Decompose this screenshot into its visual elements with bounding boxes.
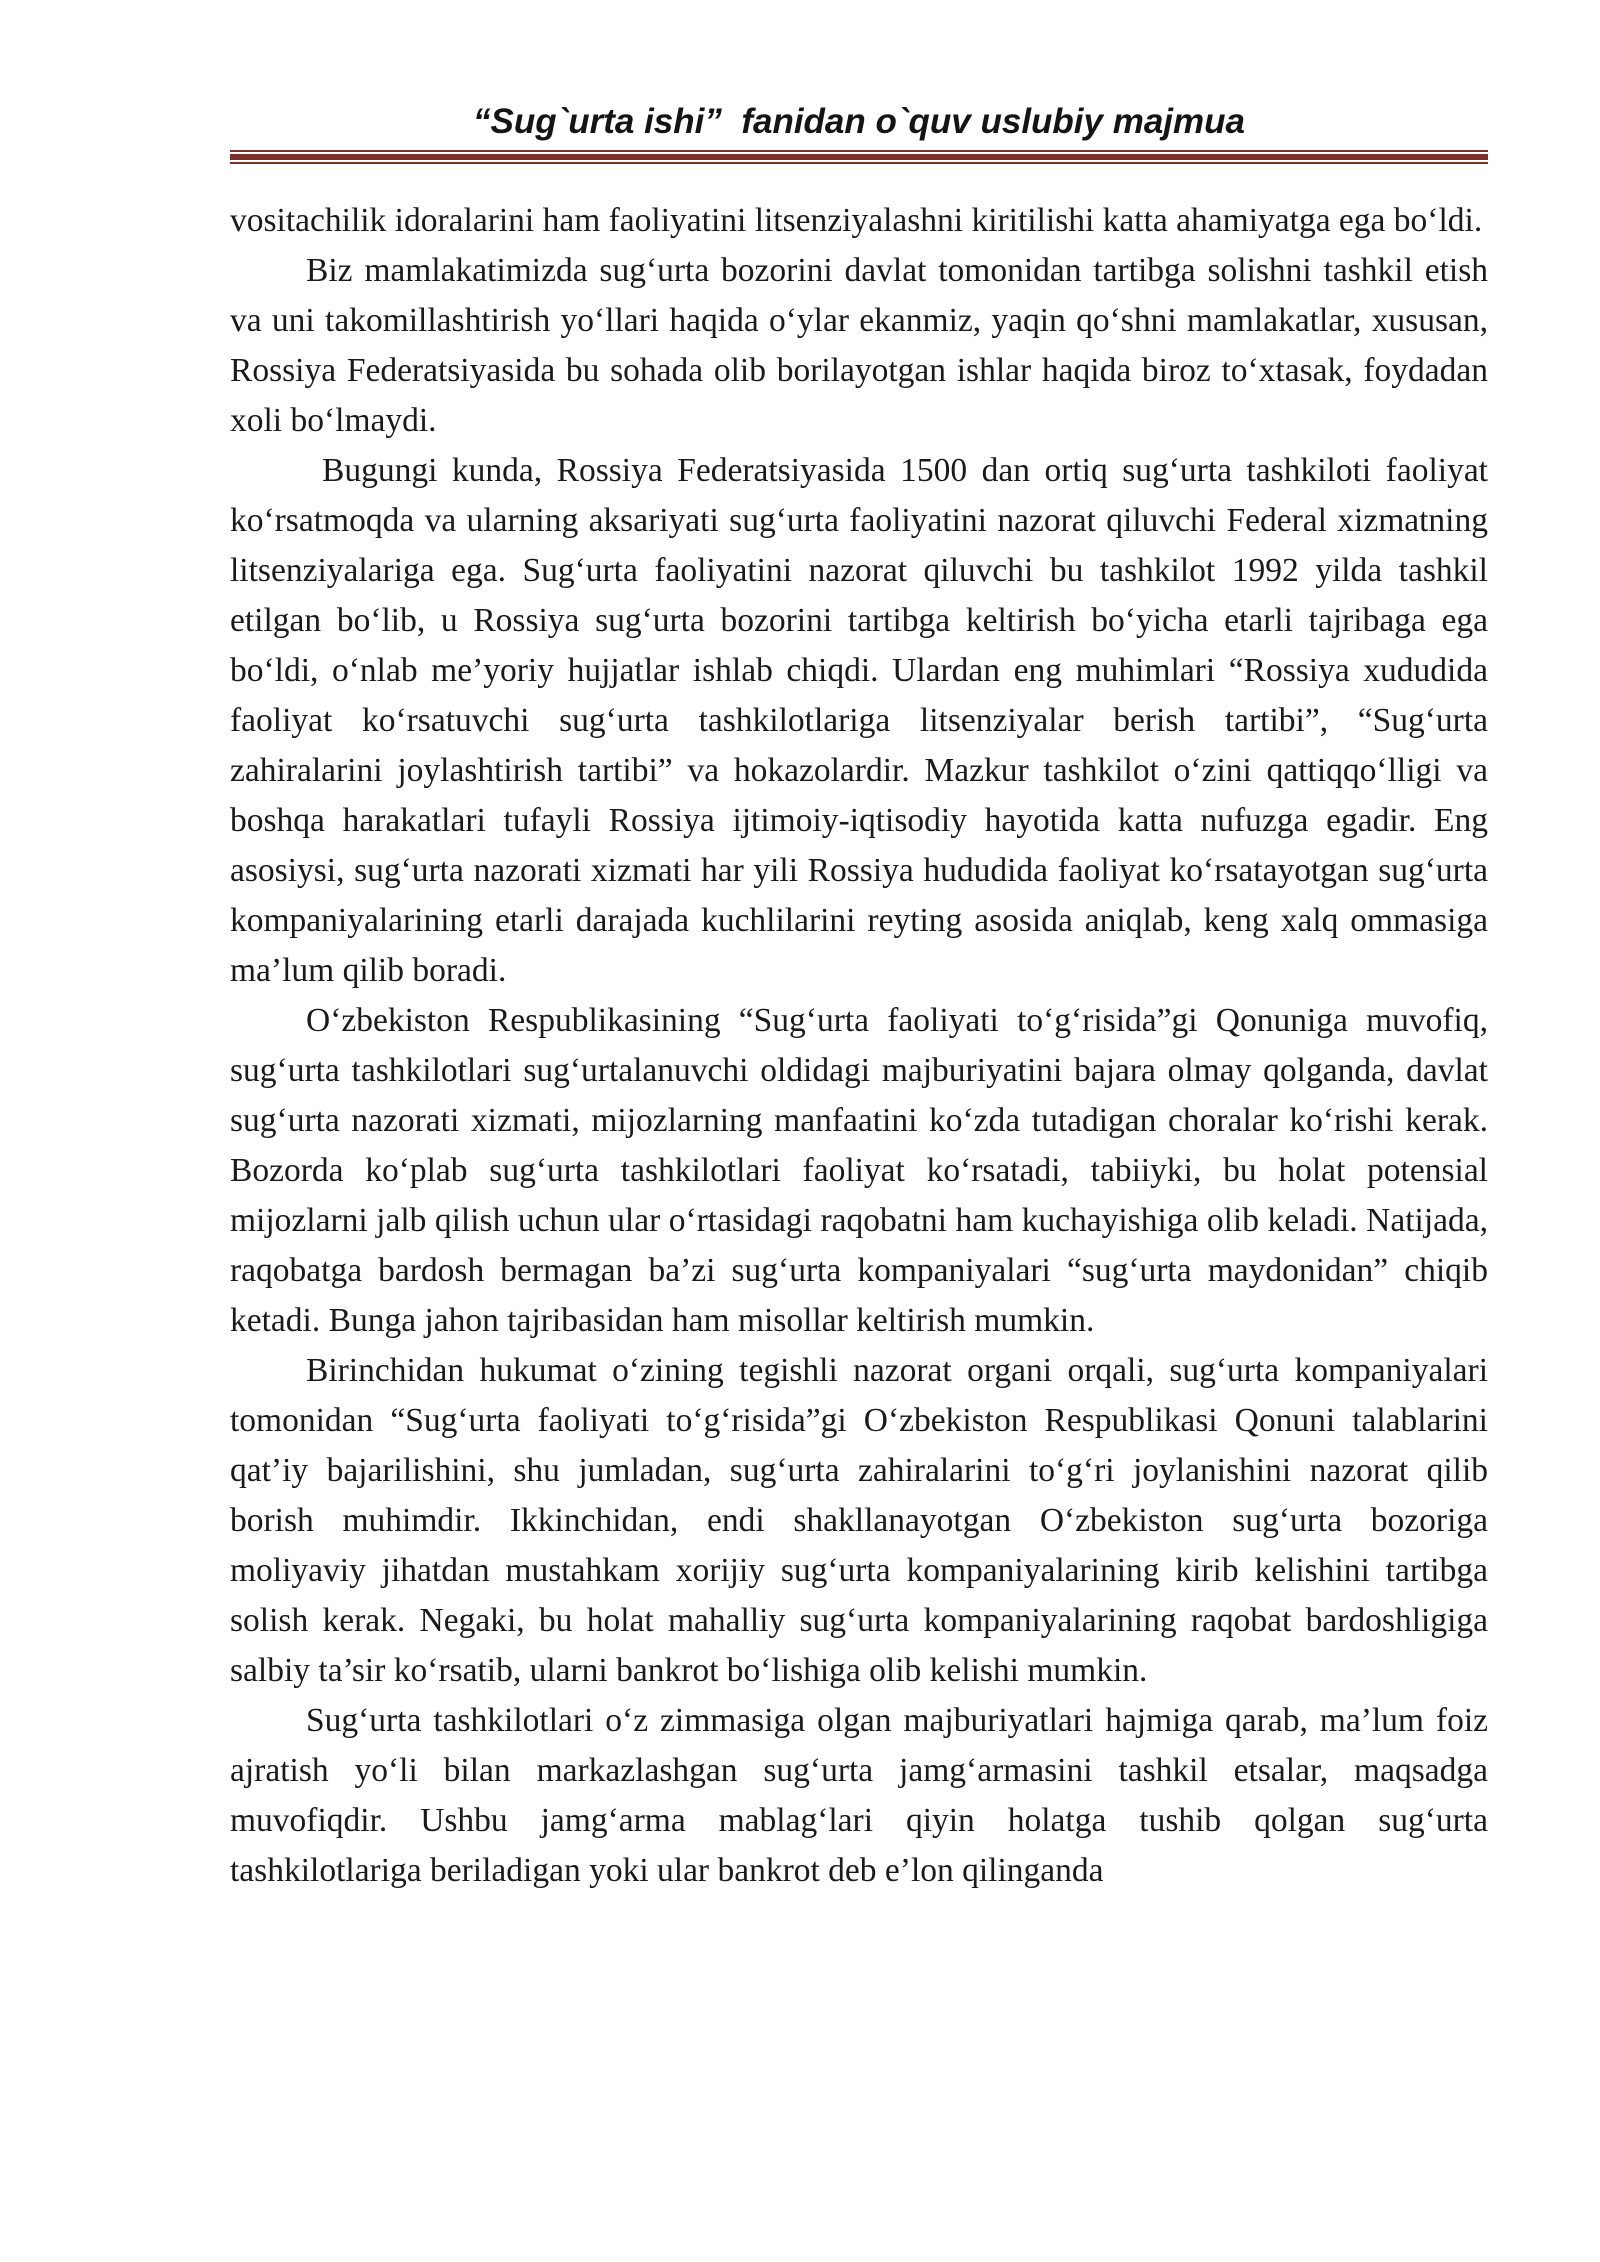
paragraph-russia-federation: Bugungi kunda, Rossiya Federatsiyasida 1500 dan ortiq sug‘urta tashkiloti faoliyat ko‘rsatmoqda va ularning aksariyati sug‘urta faoliyatini nazorat qiluvchi Federal xizmatning litsenziyalariga ega. Sug‘urta faoliyatini nazorat qiluvchi bu tashkilot 1992 yilda tashkil etilgan bo‘lib, u Rossiya sug‘urta bozorini tartibga keltirish bo‘yicha etarli tajribaga ega bo‘ldi, o‘nlab me’yoriy hujjatlar ishlab chiqdi. Ulardan eng muhimlari “Rossiya xududida faoliyat ko‘rsatuvchi sug‘urta tashkilotlariga litsenziyalar berish tartibi”, “Sug‘urta zahiralarini joylashtirish tartibi” va hokazolardir. Mazkur tashkilot o‘zini qattiqqo‘lligi va boshqa harakatlari tufayli Rossiya ijtimoiy-iqtisodiy hayotida katta nufuzga egadir. Eng asosiysi, sug‘urta nazorati xizmati har yili Rossiya hududida faoliyat ko‘rsatayotgan sug‘urta kompaniyalarining etarli darajada kuchlilarini reyting asosida aniqlab, keng xalq ommasiga ma’lum qilib boradi. [230,452,1488,989]
header-rule-bottom [230,162,1488,164]
paragraph-continuation: vositachilik idoralarini ham faoliyatini litsenziyalashni kiritilishi katta ahamiyatga ega bo‘ldi. [230,202,1483,239]
header-rule-top [230,150,1488,152]
document-body [230,196,1488,1896]
paragraph-uzbekistan-law: O‘zbekiston Respublikasining “Sug‘urta faoliyati to‘g‘risida”gi Qonuniga muvofiq, sug‘urta tashkilotlari sug‘urtalanuvchi oldidagi majburiyatini bajara olmay qolganda, davlat sug‘urta nazorati xizmati, mijozlarning manfaatini ko‘zda tutadigan choralar ko‘rishi kerak. Bozorda ko‘plab sug‘urta tashkilotlari faoliyat ko‘rsatadi, tabiiyki, bu holat potensial mijozlarni jalb qilish uchun ular o‘rtasidagi raqobatni ham kuchayishiga olib keladi. Natijada, raqobatga bardosh bermagan ba’zi sug‘urta kompaniyalari “sug‘urta maydonidan” chiqib ketadi. Bunga jahon tajribasidan ham misollar keltirish mumkin. [230,1002,1488,1339]
paragraph-russia-intro: Biz mamlakatimizda sug‘urta bozorini davlat tomonidan tartibga solishni tashkil etish va uni takomillashtirish yo‘llari haqida o‘ylar ekanmiz, yaqin qo‘shni mamlakatlar, xususan, Rossiya Federatsiyasida bu sohada olib borilayotgan ishlar haqida biroz to‘xtasak, foydadan xoli bo‘lmaydi. [230,252,1488,439]
paragraph-government-control: Birinchidan hukumat o‘zining tegishli nazorat organi orqali, sug‘urta kompaniyalari tomonidan “Sug‘urta faoliyati to‘g‘risida”gi O‘zbekiston Respublikasi Qonuni talablarini qat’iy bajarilishini, shu jumladan, sug‘urta zahiralarini to‘g‘ri joylanishini nazorat qilib borish muhimdir. Ikkinchidan, endi shakllanayotgan O‘zbekiston sug‘urta bozoriga moliyaviy jihatdan mustahkam xorijiy sug‘urta kompaniyalarining kirib kelishini tartibga solish kerak. Negaki, bu holat mahalliy sug‘urta kompaniyalarining raqobat bardoshligiga salbiy ta’sir ko‘rsatib, ularni bankrot bo‘lishiga olib kelishi mumkin. [230,1352,1488,1689]
header-rule-thick [230,154,1488,160]
paragraph-insurance-fund: Sug‘urta tashkilotlari o‘z zimmasiga olgan majburiyatlari hajmiga qarab, ma’lum foiz ajratish yo‘li bilan markazlashgan sug‘urta jamg‘armasini tashkil etsalar, maqsadga muvofiqdir. Ushbu jamg‘arma mablag‘lari qiyin holatga tushib qolgan sug‘urta tashkilotlariga beriladigan yoki ular bankrot deb e’lon qilinganda [230,1702,1488,1889]
page-header-title: “Sug`urta ishi” fanidan o`quv uslubiy majmua [472,102,1246,141]
